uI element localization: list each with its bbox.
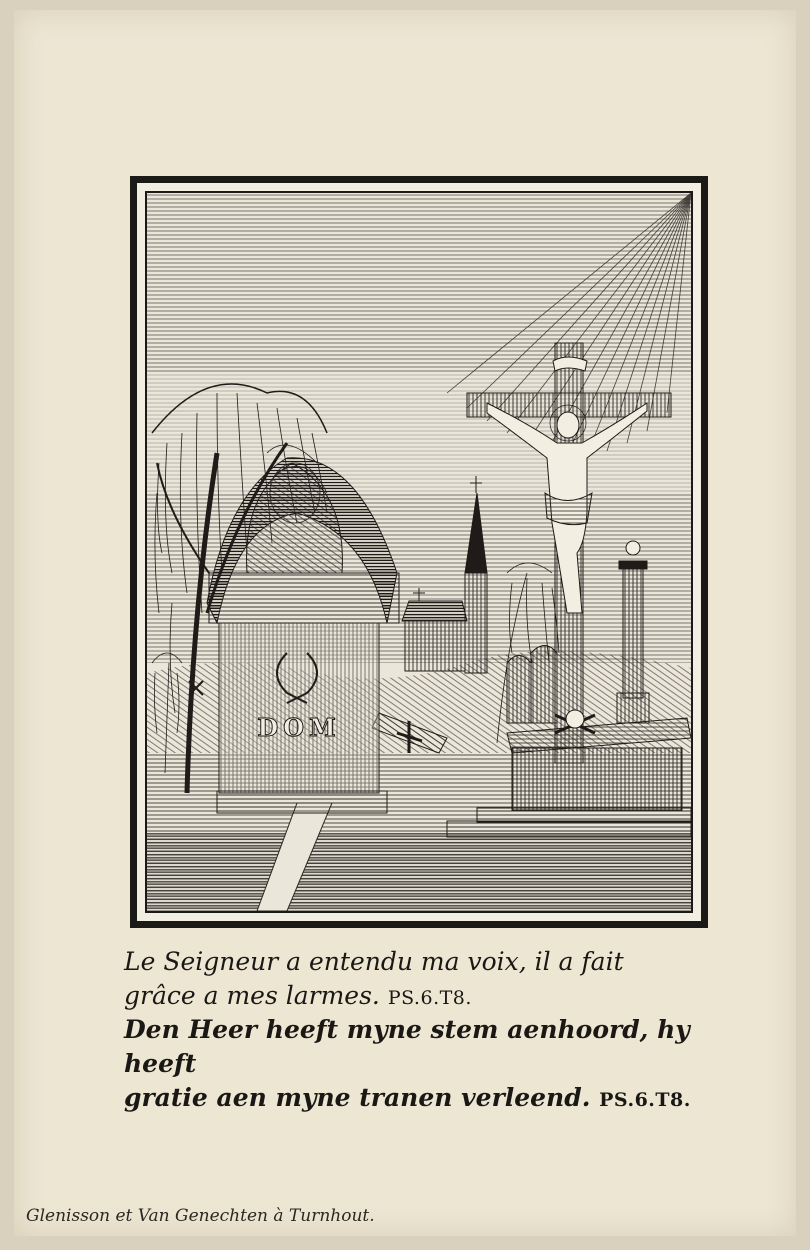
headstones [507,646,557,724]
caption-french-line2: grâce a mes larmes. [124,981,380,1010]
memorial-card [14,10,796,1236]
caption-dutch [124,1013,764,1117]
caption-french-reference: PS.6.T8. [387,987,472,1009]
caption-dutch-reference: PS.6.T8. [599,1089,691,1111]
caption-dutch-line2: gratie aen myne tranen verleend. [124,1083,591,1112]
caption-dutch-line1: Den Heer heeft myne stem aenhoord, hy heeft [124,1015,690,1078]
engraving-scene [147,193,691,911]
caption-french [124,945,764,1015]
christ-head [557,412,579,438]
caption-french-line1: Le Seigneur a entendu ma voix, il a fait [124,947,624,976]
engraving-inner-border [145,191,693,913]
tomb-inscription: DOM [257,713,341,742]
engraving-frame [130,176,708,928]
show-through-text [34,310,51,366]
printer-imprint: Glenisson et Van Genechten à Turnhout. [26,1206,375,1226]
